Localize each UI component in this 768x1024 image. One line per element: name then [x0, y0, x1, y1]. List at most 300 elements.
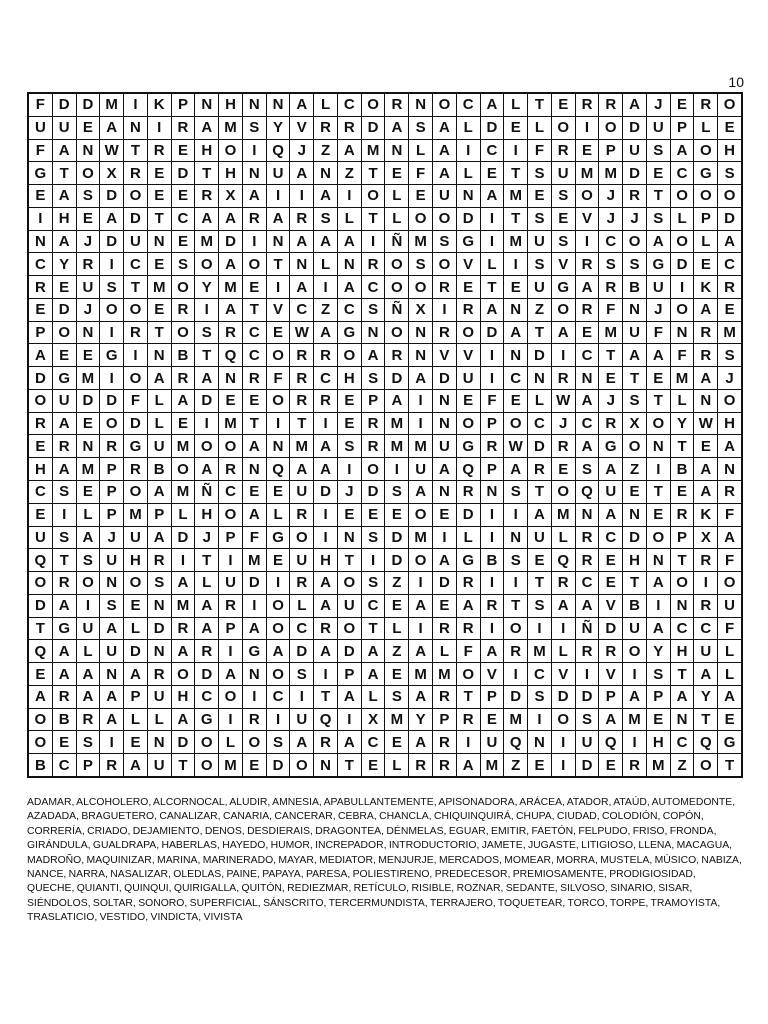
grid-cell: R — [314, 116, 338, 139]
grid-cell: I — [76, 594, 100, 617]
grid-cell: O — [646, 526, 670, 549]
grid-cell: R — [385, 344, 409, 367]
grid-cell: T — [646, 185, 670, 208]
grid-cell: E — [147, 298, 171, 321]
grid-cell: S — [646, 207, 670, 230]
grid-cell: G — [52, 617, 76, 640]
grid-cell: P — [76, 754, 100, 777]
grid-cell: H — [314, 549, 338, 572]
grid-cell: T — [623, 367, 647, 390]
grid-cell: N — [242, 94, 266, 117]
grid-cell: S — [290, 663, 314, 686]
grid-cell: W — [290, 321, 314, 344]
grid-cell: O — [409, 549, 433, 572]
grid-cell: S — [171, 253, 195, 276]
grid-cell: T — [195, 162, 219, 185]
grid-cell: T — [646, 389, 670, 412]
grid-cell: T — [670, 549, 694, 572]
grid-cell: A — [646, 230, 670, 253]
grid-cell: O — [409, 207, 433, 230]
grid-cell: M — [385, 435, 409, 458]
grid-cell: Z — [337, 162, 361, 185]
grid-cell: E — [551, 207, 575, 230]
grid-cell: D — [385, 526, 409, 549]
grid-cell: R — [242, 367, 266, 390]
grid-cell: N — [504, 344, 528, 367]
grid-cell: D — [171, 162, 195, 185]
grid-cell: A — [670, 685, 694, 708]
grid-cell: U — [219, 572, 243, 595]
grid-cell: S — [528, 207, 552, 230]
grid-cell: O — [266, 663, 290, 686]
grid-cell: F — [718, 617, 742, 640]
grid-cell: L — [314, 253, 338, 276]
grid-cell: I — [124, 94, 148, 117]
grid-cell: G — [599, 435, 623, 458]
grid-cell: C — [29, 253, 53, 276]
grid-cell: M — [219, 116, 243, 139]
grid-cell: A — [504, 458, 528, 481]
grid-cell: M — [528, 640, 552, 663]
grid-cell: D — [100, 389, 124, 412]
grid-cell: O — [29, 708, 53, 731]
grid-cell: M — [504, 708, 528, 731]
grid-cell: T — [147, 321, 171, 344]
grid-cell: O — [456, 663, 480, 686]
grid-cell: M — [361, 139, 385, 162]
grid-cell: T — [694, 708, 718, 731]
grid-cell: I — [100, 731, 124, 754]
grid-cell: A — [195, 367, 219, 390]
grid-cell: L — [528, 116, 552, 139]
grid-cell: R — [694, 94, 718, 117]
grid-cell: E — [76, 481, 100, 504]
grid-cell: N — [456, 185, 480, 208]
grid-cell: U — [290, 708, 314, 731]
grid-cell: A — [646, 572, 670, 595]
grid-cell: R — [52, 685, 76, 708]
grid-cell: I — [266, 412, 290, 435]
grid-cell: U — [456, 367, 480, 390]
grid-cell: M — [480, 754, 504, 777]
grid-cell: N — [528, 731, 552, 754]
grid-cell: L — [361, 685, 385, 708]
grid-cell: N — [337, 526, 361, 549]
grid-cell: N — [385, 139, 409, 162]
grid-cell: C — [361, 731, 385, 754]
grid-cell: E — [670, 481, 694, 504]
grid-cell: A — [718, 526, 742, 549]
grid-cell: I — [409, 412, 433, 435]
grid-cell: N — [646, 549, 670, 572]
grid-cell: A — [504, 321, 528, 344]
grid-cell: O — [195, 253, 219, 276]
grid-cell: T — [528, 321, 552, 344]
grid-row — [29, 321, 742, 344]
grid-cell: P — [670, 116, 694, 139]
grid-cell: R — [290, 572, 314, 595]
grid-cell: A — [290, 458, 314, 481]
grid-cell: U — [100, 640, 124, 663]
grid-cell: B — [623, 594, 647, 617]
grid-cell: A — [575, 435, 599, 458]
grid-cell: A — [124, 754, 148, 777]
grid-cell: N — [266, 435, 290, 458]
grid-cell: V — [575, 207, 599, 230]
grid-cell: I — [480, 344, 504, 367]
grid-cell: N — [575, 367, 599, 390]
grid-cell: A — [29, 685, 53, 708]
grid-cell: A — [433, 458, 457, 481]
grid-cell: I — [551, 731, 575, 754]
grid-cell: E — [504, 276, 528, 299]
grid-cell: A — [575, 276, 599, 299]
grid-cell: A — [361, 663, 385, 686]
grid-cell: V — [551, 253, 575, 276]
grid-cell: T — [195, 549, 219, 572]
grid-cell: R — [290, 389, 314, 412]
grid-cell: O — [124, 481, 148, 504]
grid-cell: X — [361, 708, 385, 731]
grid-cell: R — [575, 298, 599, 321]
grid-cell: H — [337, 367, 361, 390]
grid-row — [29, 389, 742, 412]
grid-cell: O — [337, 572, 361, 595]
grid-cell: O — [646, 412, 670, 435]
grid-cell: S — [52, 481, 76, 504]
grid-cell: A — [52, 458, 76, 481]
grid-row — [29, 230, 742, 253]
grid-cell: E — [219, 389, 243, 412]
grid-cell: F — [646, 321, 670, 344]
grid-cell: D — [575, 754, 599, 777]
grid-cell: U — [433, 435, 457, 458]
grid-cell: D — [623, 116, 647, 139]
grid-cell: L — [385, 207, 409, 230]
grid-cell: A — [171, 572, 195, 595]
grid-cell: E — [29, 503, 53, 526]
grid-cell: S — [646, 663, 670, 686]
grid-cell: F — [29, 94, 53, 117]
grid-cell: I — [480, 617, 504, 640]
grid-cell: I — [528, 708, 552, 731]
grid-cell: S — [361, 367, 385, 390]
grid-cell: Q — [314, 708, 338, 731]
grid-cell: E — [242, 276, 266, 299]
grid-cell: I — [433, 526, 457, 549]
grid-cell: R — [147, 549, 171, 572]
grid-cell: R — [124, 321, 148, 344]
grid-cell: I — [528, 617, 552, 640]
grid-cell: L — [528, 389, 552, 412]
grid-cell: N — [29, 230, 53, 253]
grid-cell: E — [52, 731, 76, 754]
grid-cell: Ñ — [385, 298, 409, 321]
grid-cell: M — [76, 458, 100, 481]
grid-cell: N — [100, 663, 124, 686]
grid-cell: O — [433, 94, 457, 117]
grid-cell: T — [314, 685, 338, 708]
grid-cell: E — [337, 412, 361, 435]
grid-cell: O — [385, 321, 409, 344]
grid-cell: S — [361, 298, 385, 321]
grid-cell: P — [124, 685, 148, 708]
grid-cell: R — [219, 321, 243, 344]
grid-cell: X — [409, 298, 433, 321]
grid-cell: H — [219, 94, 243, 117]
grid-cell: N — [623, 298, 647, 321]
grid-cell: H — [195, 139, 219, 162]
grid-cell: O — [171, 458, 195, 481]
grid-cell: A — [337, 731, 361, 754]
grid-cell: U — [433, 185, 457, 208]
grid-cell: C — [670, 731, 694, 754]
grid-cell: A — [337, 276, 361, 299]
grid-cell: A — [646, 617, 670, 640]
grid-cell: E — [694, 435, 718, 458]
grid-cell: N — [242, 663, 266, 686]
grid-cell: M — [575, 162, 599, 185]
grid-cell: R — [361, 412, 385, 435]
grid-cell: S — [599, 253, 623, 276]
grid-cell: A — [718, 685, 742, 708]
grid-cell: E — [52, 344, 76, 367]
grid-cell: U — [694, 640, 718, 663]
grid-cell: D — [100, 185, 124, 208]
grid-cell: S — [433, 230, 457, 253]
grid-cell: E — [551, 94, 575, 117]
grid-cell: N — [504, 298, 528, 321]
grid-cell: L — [385, 754, 409, 777]
grid-cell: E — [147, 253, 171, 276]
grid-cell: T — [504, 207, 528, 230]
grid-cell: I — [551, 344, 575, 367]
grid-cell: R — [242, 207, 266, 230]
grid-cell: N — [124, 116, 148, 139]
grid-cell: I — [314, 503, 338, 526]
grid-cell: J — [599, 207, 623, 230]
grid-cell: E — [29, 298, 53, 321]
grid-cell: I — [409, 389, 433, 412]
grid-cell: L — [670, 389, 694, 412]
grid-cell: A — [314, 458, 338, 481]
grid-cell: I — [195, 298, 219, 321]
grid-cell: A — [290, 731, 314, 754]
grid-cell: U — [52, 389, 76, 412]
grid-cell: S — [314, 207, 338, 230]
grid-cell: E — [266, 481, 290, 504]
grid-cell: Q — [29, 549, 53, 572]
grid-cell: M — [385, 708, 409, 731]
grid-cell: A — [171, 640, 195, 663]
grid-cell: T — [646, 481, 670, 504]
grid-cell: F — [718, 503, 742, 526]
grid-cell: E — [670, 94, 694, 117]
grid-cell: F — [528, 139, 552, 162]
grid-cell: J — [195, 526, 219, 549]
grid-row — [29, 298, 742, 321]
grid-cell: T — [718, 754, 742, 777]
grid-cell: N — [528, 367, 552, 390]
grid-cell: L — [314, 94, 338, 117]
grid-cell: A — [480, 94, 504, 117]
grid-cell: I — [361, 549, 385, 572]
grid-cell: U — [528, 230, 552, 253]
grid-cell: R — [575, 526, 599, 549]
grid-cell: N — [314, 754, 338, 777]
grid-cell: O — [290, 526, 314, 549]
grid-cell: D — [76, 94, 100, 117]
grid-cell: A — [409, 594, 433, 617]
grid-cell: U — [290, 549, 314, 572]
grid-cell: S — [528, 594, 552, 617]
grid-row — [29, 754, 742, 777]
grid-row — [29, 435, 742, 458]
grid-cell: T — [528, 572, 552, 595]
grid-cell: T — [52, 549, 76, 572]
grid-cell: O — [718, 572, 742, 595]
grid-cell: F — [480, 389, 504, 412]
grid-cell: E — [147, 185, 171, 208]
grid-cell: A — [361, 640, 385, 663]
grid-cell: A — [670, 139, 694, 162]
grid-cell: M — [242, 549, 266, 572]
grid-cell: D — [242, 572, 266, 595]
grid-cell: A — [195, 594, 219, 617]
grid-cell: A — [694, 458, 718, 481]
grid-cell: O — [385, 253, 409, 276]
grid-cell: U — [528, 526, 552, 549]
grid-cell: V — [433, 344, 457, 367]
grid-cell: I — [551, 754, 575, 777]
grid-cell: L — [480, 253, 504, 276]
grid-cell: E — [433, 503, 457, 526]
grid-cell: J — [76, 230, 100, 253]
grid-cell: C — [290, 617, 314, 640]
grid-cell: A — [575, 594, 599, 617]
grid-cell: I — [456, 731, 480, 754]
grid-cell: O — [337, 617, 361, 640]
grid-cell: E — [694, 253, 718, 276]
grid-cell: T — [670, 435, 694, 458]
grid-cell: E — [646, 503, 670, 526]
grid-cell: A — [528, 503, 552, 526]
grid-cell: N — [290, 253, 314, 276]
grid-cell: A — [314, 572, 338, 595]
grid-cell: O — [670, 298, 694, 321]
grid-cell: H — [623, 549, 647, 572]
grid-cell: C — [195, 685, 219, 708]
grid-cell: T — [528, 94, 552, 117]
grid-cell: L — [266, 503, 290, 526]
grid-cell: N — [409, 321, 433, 344]
grid-cell: I — [575, 230, 599, 253]
grid-cell: O — [171, 663, 195, 686]
grid-cell: T — [195, 344, 219, 367]
grid-cell: I — [575, 116, 599, 139]
grid-cell: O — [361, 94, 385, 117]
grid-cell: I — [361, 230, 385, 253]
grid-cell: G — [124, 435, 148, 458]
grid-cell: A — [694, 298, 718, 321]
grid-cell: T — [528, 481, 552, 504]
grid-cell: I — [480, 230, 504, 253]
grid-cell: O — [100, 412, 124, 435]
grid-cell: I — [266, 572, 290, 595]
grid-cell: E — [171, 230, 195, 253]
grid-cell: R — [599, 276, 623, 299]
grid-cell: O — [124, 367, 148, 390]
grid-cell: M — [409, 663, 433, 686]
grid-cell: D — [528, 344, 552, 367]
grid-cell: E — [504, 116, 528, 139]
grid-cell: N — [266, 94, 290, 117]
grid-cell: L — [147, 412, 171, 435]
grid-cell: T — [147, 207, 171, 230]
grid-row — [29, 367, 742, 390]
grid-cell: D — [29, 594, 53, 617]
grid-cell: W — [551, 389, 575, 412]
grid-cell: I — [504, 253, 528, 276]
grid-cell: R — [100, 435, 124, 458]
grid-cell: T — [242, 298, 266, 321]
grid-cell: C — [361, 276, 385, 299]
grid-cell: F — [124, 389, 148, 412]
grid-cell: I — [266, 185, 290, 208]
grid-cell: O — [670, 230, 694, 253]
grid-cell: U — [409, 458, 433, 481]
grid-cell: O — [718, 389, 742, 412]
grid-cell: E — [171, 185, 195, 208]
grid-cell: E — [480, 708, 504, 731]
grid-cell: C — [670, 162, 694, 185]
grid-cell: B — [480, 549, 504, 572]
grid-cell: R — [385, 94, 409, 117]
grid-cell: P — [100, 458, 124, 481]
grid-cell: S — [575, 458, 599, 481]
grid-cell: A — [314, 321, 338, 344]
grid-cell: D — [266, 754, 290, 777]
grid-cell: P — [646, 685, 670, 708]
grid-cell: C — [124, 253, 148, 276]
grid-cell: L — [385, 617, 409, 640]
grid-row — [29, 94, 742, 117]
grid-cell: T — [670, 663, 694, 686]
grid-cell: K — [694, 276, 718, 299]
grid-cell: R — [124, 162, 148, 185]
grid-cell: M — [100, 94, 124, 117]
grid-cell: B — [623, 276, 647, 299]
grid-cell: D — [219, 230, 243, 253]
grid-cell: D — [480, 321, 504, 344]
grid-cell: A — [575, 389, 599, 412]
grid-cell: A — [433, 162, 457, 185]
grid-cell: A — [456, 754, 480, 777]
grid-cell: S — [504, 549, 528, 572]
grid-cell: P — [433, 708, 457, 731]
grid-cell: N — [670, 708, 694, 731]
grid-cell: C — [575, 344, 599, 367]
grid-cell: R — [124, 458, 148, 481]
grid-cell: I — [124, 344, 148, 367]
grid-cell: S — [385, 685, 409, 708]
grid-cell: O — [409, 276, 433, 299]
grid-cell: E — [385, 503, 409, 526]
grid-cell: I — [385, 458, 409, 481]
grid-cell: R — [528, 458, 552, 481]
grid-cell: N — [314, 162, 338, 185]
grid-cell: A — [76, 663, 100, 686]
